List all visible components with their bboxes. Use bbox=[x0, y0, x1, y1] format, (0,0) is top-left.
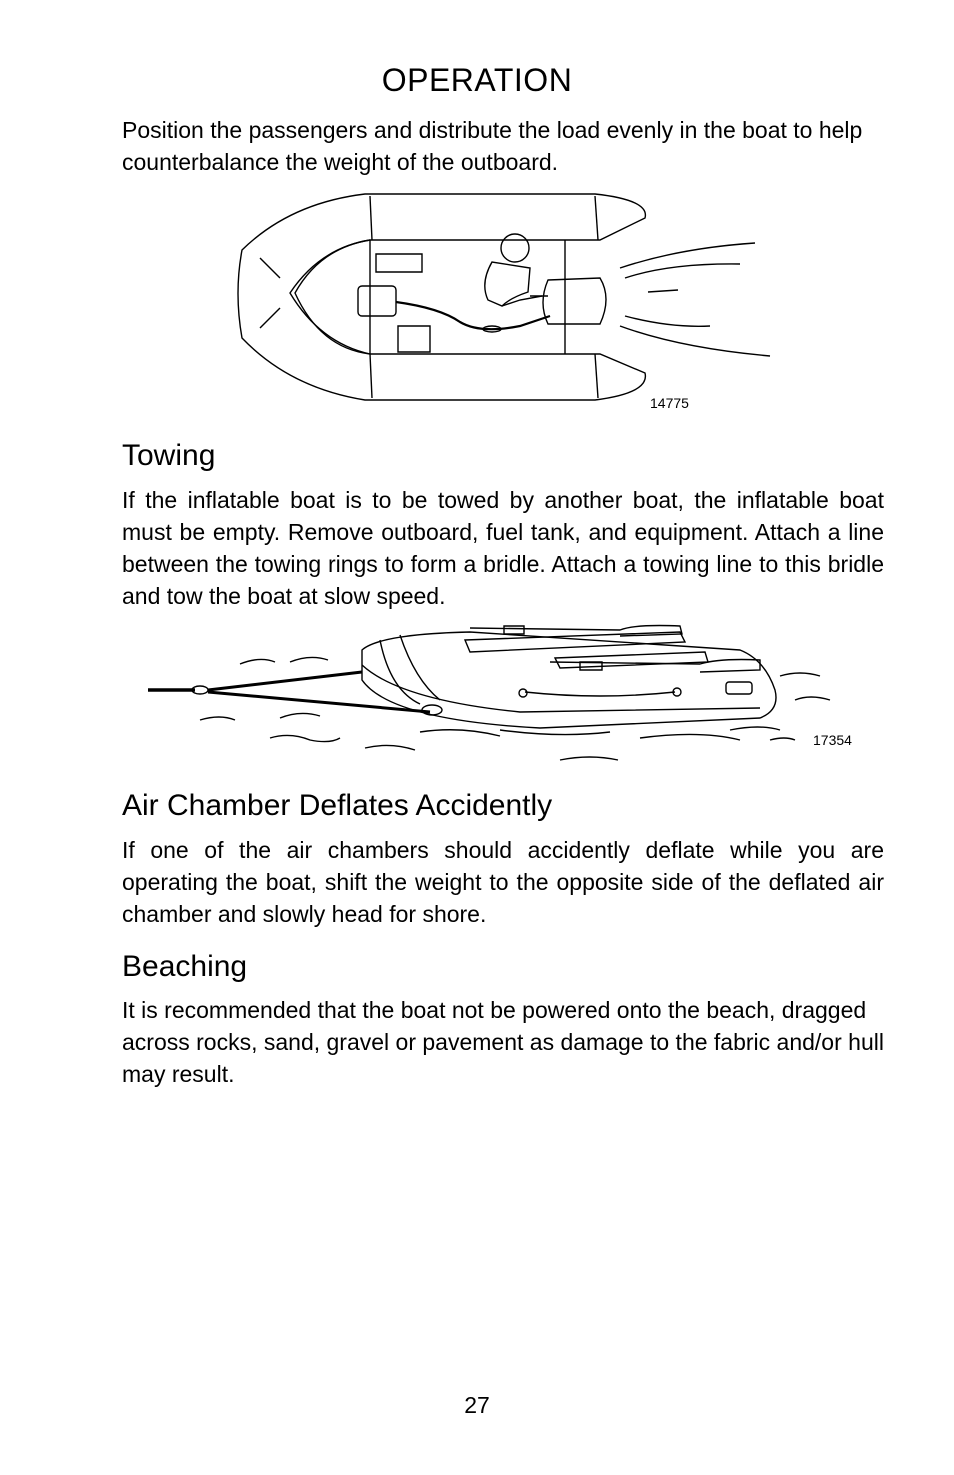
section-body: If one of the air chambers should accidently deflate while you are operating the boat, shift the weight to the opposite side of the deflated air chamber and slowly head for shore. bbox=[122, 837, 884, 927]
page-title: OPERATION bbox=[381, 62, 573, 98]
intro-paragraph: Position the passengers and distribute the load evenly in the boat to help counterbalance the weight of the outboard. bbox=[122, 117, 863, 175]
page-number: 27 bbox=[464, 1392, 490, 1418]
section-body: If the inflatable boat is to be towed by another boat, the inflatable boat must be empty. Remove outboard, fuel tank, and equipment. Attach a line between the towing rings to form a bridle. Attach a towing line to this bridle and tow the boat at slow speed. bbox=[122, 487, 884, 609]
section-body: It is recommended that the boat not be powered onto the beach, dragged across rocks, sand, gravel or pavement as damage to the fabric and/or hull may result. bbox=[122, 997, 884, 1087]
towing-illustration bbox=[140, 620, 870, 770]
section-heading: Towing bbox=[122, 439, 216, 472]
figure-number: 17354 bbox=[813, 732, 852, 748]
figure-number: 14775 bbox=[650, 395, 689, 411]
section-heading: Beaching bbox=[122, 950, 248, 983]
boat-top-view-illustration bbox=[230, 188, 780, 420]
section-heading: Air Chamber Deflates Accidently bbox=[122, 789, 553, 822]
